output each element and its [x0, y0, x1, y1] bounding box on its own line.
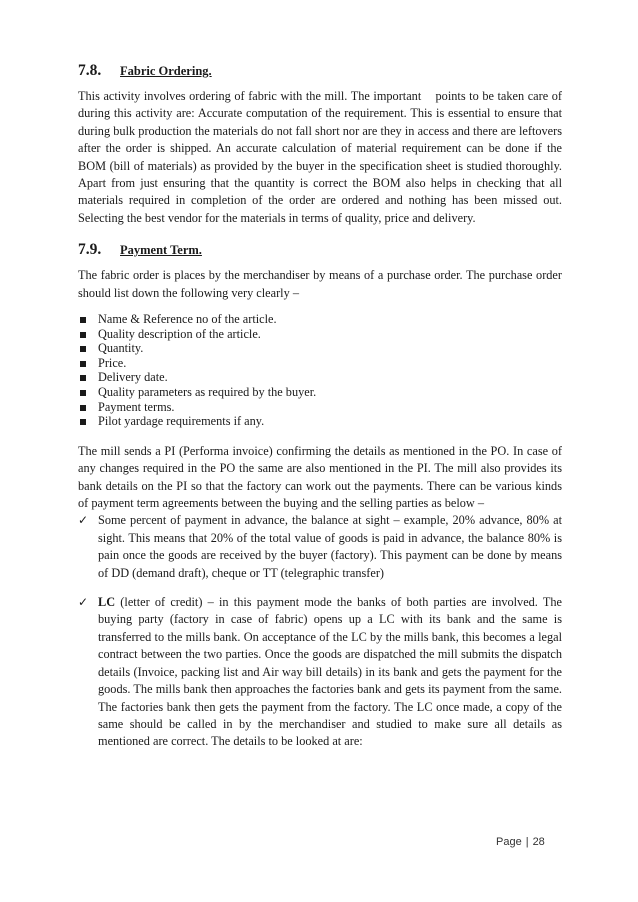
- list-item-text: Quality parameters as required by the buyer.: [98, 385, 317, 400]
- square-bullet-icon: [80, 361, 86, 367]
- section-heading-7-9: [78, 241, 562, 259]
- square-bullet-icon: [80, 419, 86, 425]
- purchase-order-list: [78, 312, 562, 429]
- square-bullet-icon: [80, 346, 86, 352]
- list-item-text: Payment terms.: [98, 399, 175, 414]
- section-title: Payment Term.: [120, 243, 202, 258]
- payment-option-lead: LC: [98, 595, 116, 610]
- section-number: 7.8.: [78, 62, 102, 79]
- payment-term-intro: The fabric order is places by the merchandiser by means of a purchase order. The purchase order should list down the following very clearly –: [78, 268, 562, 300]
- page-separator: |: [525, 836, 529, 848]
- page-footer: [496, 836, 545, 848]
- payment-option-advance: [78, 512, 562, 582]
- list-item: [78, 414, 562, 429]
- payment-option-lc: [78, 594, 562, 751]
- square-bullet-icon: [80, 405, 86, 411]
- list-item: [78, 341, 562, 356]
- fabric-ordering-paragraph: This activity involves ordering of fabric with the mill. The important points to be taken care of during this activity are: Accurate computation of the requirement. This is essential to ensure that during bulk production the materials do not fall short nor are they in access and there are leftovers after the order is shipped. An accurate calculation of material requirement can be done if the BOM (bill of materials) as provided by the buyer in the specification sheet is studied thoroughly. Apart from just ensuring that the quantity is correct the BOM also helps in checking that all materials required in completion of the order are ordered and nothing has been missed out. Selecting the best vendor for the materials in terms of quality, price and delivery.: [78, 89, 569, 225]
- list-item-text: Pilot yardage requirements if any.: [98, 414, 265, 429]
- list-item-text: Delivery date.: [98, 370, 168, 385]
- square-bullet-icon: [80, 375, 86, 381]
- checkmark-icon: ✓: [78, 513, 89, 528]
- list-item-text: Name & Reference no of the article.: [98, 312, 277, 327]
- list-item-text: Price.: [98, 355, 127, 370]
- square-bullet-icon: [80, 317, 86, 323]
- payment-option-body: Some percent of payment in advance, the balance at sight – example, 20% advance, 80% at sight. This means that 20% of the total value of goods is paid in advance, the balance 80% is pain once the goods are received by the buyer (factory). This payment can be done by means of DD (demand draft), cheque or TT (telegraphic transfer): [98, 513, 562, 580]
- page-number: 28: [532, 836, 545, 848]
- list-item: [78, 385, 562, 400]
- list-item: [78, 327, 562, 342]
- list-item: [78, 312, 562, 327]
- payment-option-text: [98, 594, 562, 751]
- list-item: [78, 356, 562, 371]
- section-number: 7.9.: [78, 241, 102, 259]
- list-item: [78, 400, 562, 415]
- list-item-text: Quality description of the article.: [98, 326, 261, 341]
- payment-option-text: [98, 512, 562, 582]
- page-content: [78, 62, 569, 763]
- list-item-text: Quantity.: [98, 341, 144, 356]
- square-bullet-icon: [80, 332, 86, 338]
- section-heading-7-8: [78, 62, 562, 80]
- performa-invoice-paragraph: The mill sends a PI (Performa invoice) confirming the details as mentioned in the PO. In case of any changes required in the PO the same are also mentioned in the PI. The mill also provides its bank details on the PI so that the factory can work out the payments. There can be various kinds of payment term agreements between the buying and the selling parties as below –: [78, 443, 562, 511]
- section-title: Fabric Ordering.: [120, 64, 212, 78]
- payment-option-body: (letter of credit) – in this payment mode the banks of both parties are involved. The buying party (factory in case of fabric) opens up a LC with its bank and the same is transferred to the mills bank. On acceptance of the LC by the mills bank, this becomes a legal contract between the two parties. Once the goods are dispatched the mill submits the dispatch details (Invoice, packing list and Air way bill details) in its bank and gets the payment for the goods. The mills bank then approaches the factories bank and gets its payment from the same. The factories bank then gets the payment from the factory. The LC once made, a copy of the same should be called in by the merchandiser and studied to make sure all details as mentioned are correct. The details to be looked at are:: [98, 595, 562, 749]
- square-bullet-icon: [80, 390, 86, 396]
- page-label: Page: [496, 836, 522, 848]
- list-item: [78, 370, 562, 385]
- checkmark-icon: ✓: [78, 595, 89, 610]
